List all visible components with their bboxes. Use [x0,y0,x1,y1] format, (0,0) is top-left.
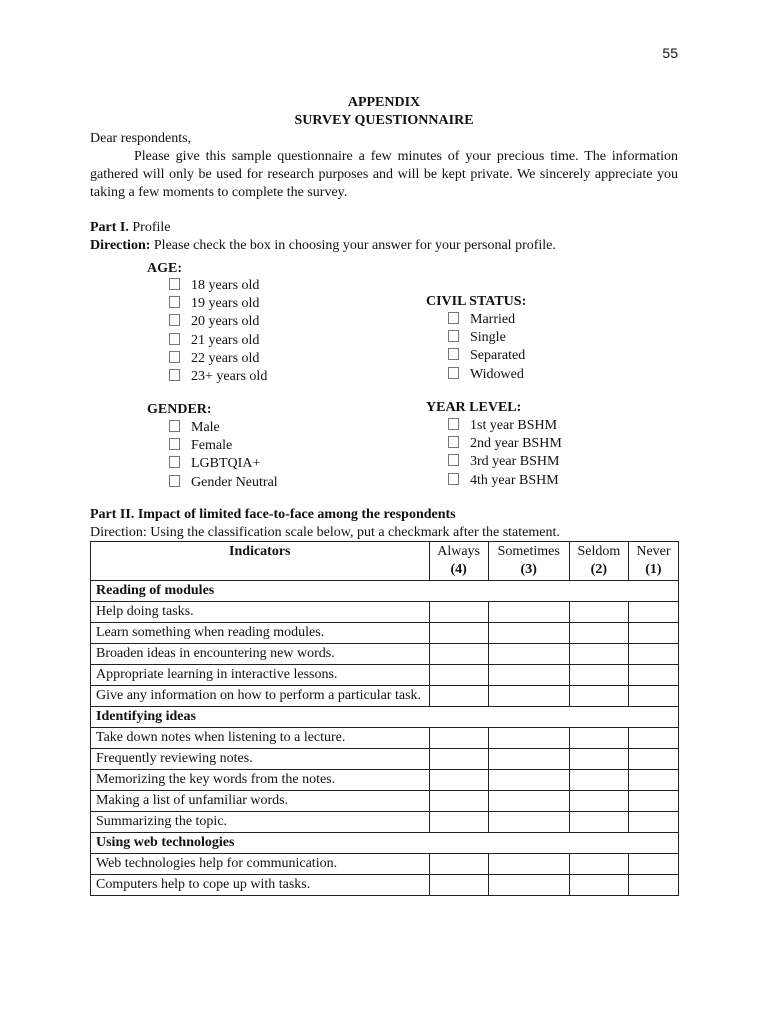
intro-paragraph [90,148,678,202]
gender-option[interactable]: Gender Neutral [169,474,278,492]
checkbox[interactable] [169,475,180,487]
direction1 [90,237,678,255]
table-row: Memorizing the key words from the notes. [91,770,679,791]
gender-option[interactable]: Female [169,437,278,455]
part1-label: Part I. [90,220,129,235]
table-header-row [91,542,679,581]
survey-title: SURVEY QUESTIONNAIRE [294,113,474,128]
intro-text: Please give this sample questionnaire a few minutes of your precious time. The information gathered will only be used for research purposes and will be kept private. We sincerely appreciate you taking a few moments to complete the survey. [90,149,678,200]
scale-seldom: Seldom (2) [569,542,628,581]
gender-options [169,419,278,492]
checkbox[interactable] [169,351,180,363]
checkbox[interactable] [448,436,459,448]
age-option[interactable]: 19 years old [169,295,267,313]
checkbox[interactable] [169,296,180,308]
age-option[interactable]: 23+ years old [169,368,267,386]
table-row: Learn something when reading modules. [91,623,679,644]
checkbox[interactable] [169,333,180,345]
checkbox[interactable] [169,369,180,381]
year-level-option[interactable]: 3rd year BSHM [448,453,562,471]
year-level-options [448,417,562,490]
civil-status-option[interactable]: Separated [448,347,525,365]
checkbox[interactable] [448,330,459,342]
civil-status-option[interactable]: Married [448,311,525,329]
gender-option[interactable]: LGBTQIA+ [169,455,278,473]
greeting: Dear respondents, [90,131,192,146]
scale-sometimes: Sometimes (3) [488,542,569,581]
age-option[interactable]: 21 years old [169,332,267,350]
civil-status-heading: CIVIL STATUS: [426,294,527,309]
part2-heading: Part II. Impact of limited face-to-face among the respondents [90,507,456,522]
table-row: Summarizing the topic. [91,812,679,833]
civil-status-options [448,311,525,384]
part1-heading [90,219,678,237]
year-level-heading: YEAR LEVEL: [426,400,522,415]
checkbox[interactable] [169,278,180,290]
part1-title: Profile [132,220,171,235]
scale-never: Never (1) [628,542,678,581]
age-option[interactable]: 22 years old [169,350,267,368]
table-row: Give any information on how to perform a particular task. [91,686,679,707]
table-row: Take down notes when listening to a lecture. [91,728,679,749]
checkbox[interactable] [169,456,180,468]
age-options [169,277,267,386]
direction1-text: Please check the box in choosing your answer for your personal profile. [153,238,556,253]
year-level-option[interactable]: 2nd year BSHM [448,435,562,453]
checkbox[interactable] [448,348,459,360]
age-option[interactable]: 18 years old [169,277,267,295]
section-row: Identifying ideas [91,707,679,728]
checkbox[interactable] [169,420,180,432]
civil-status-option[interactable]: Single [448,329,525,347]
year-level-option[interactable]: 4th year BSHM [448,472,562,490]
checkbox[interactable] [448,367,459,379]
civil-status-option[interactable]: Widowed [448,366,525,384]
appendix-title: APPENDIX [347,95,421,110]
table-row: Appropriate learning in interactive lessons. [91,665,679,686]
direction2: Direction: Using the classification scale below, put a checkmark after the statement. [90,525,560,540]
table-row: Computers help to cope up with tasks. [91,875,679,896]
checkbox[interactable] [448,312,459,324]
age-option[interactable]: 20 years old [169,313,267,331]
survey-table [90,541,679,896]
checkbox[interactable] [448,454,459,466]
section-row: Using web technologies [91,833,679,854]
checkbox[interactable] [448,473,459,485]
table-row: Help doing tasks. [91,602,679,623]
page-number: 55 [662,45,678,61]
age-heading: AGE: [147,261,182,276]
gender-option[interactable]: Male [169,419,278,437]
table-row: Making a list of unfamiliar words. [91,791,679,812]
checkbox[interactable] [448,418,459,430]
checkbox[interactable] [169,438,180,450]
table-row: Frequently reviewing notes. [91,749,679,770]
section-row: Reading of modules [91,581,679,602]
table-row: Web technologies help for communication. [91,854,679,875]
checkbox[interactable] [169,314,180,326]
direction1-label: Direction: [90,238,151,253]
indicators-header: Indicators [91,542,430,581]
scale-always: Always (4) [429,542,488,581]
gender-heading: GENDER: [147,402,212,417]
table-row: Broaden ideas in encountering new words. [91,644,679,665]
year-level-option[interactable]: 1st year BSHM [448,417,562,435]
